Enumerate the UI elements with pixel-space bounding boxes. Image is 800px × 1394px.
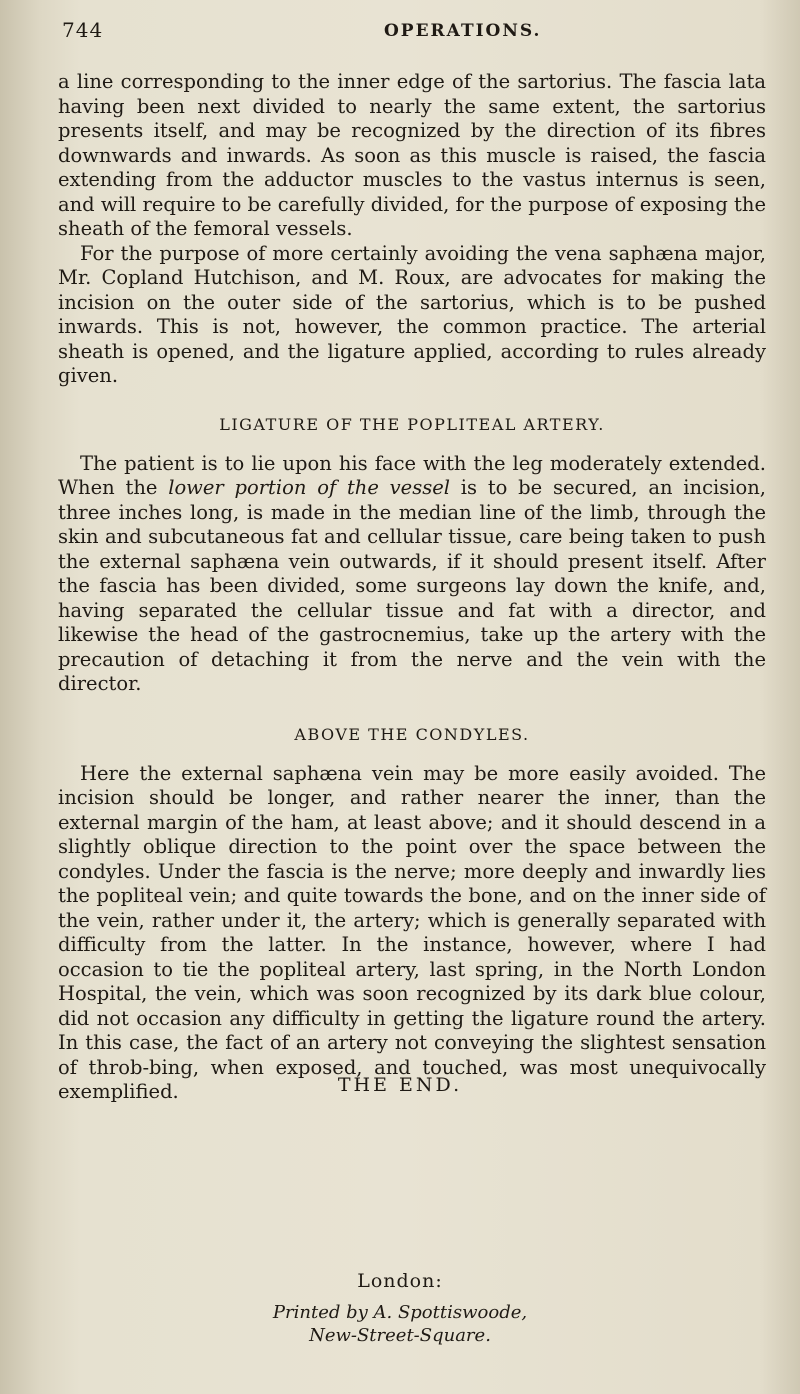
paragraph-text: Here the external saphæna vein may be more easily avoided. The incision should be longer, and rather nearer the inner, than the external margin of the ham, at least above; and it should descend in a slightly oblique direction to the point over the space between the condyles. Under the fascia is the nerve; more deeply and inwardly lies the popliteal vein; and quite towards the bone, and on the inner side of the vein, rather under it, the artery; which is generally separated with difficulty from the latter. In the instance, however, where I had occasion to tie the popliteal artery, last spring, in the North London Hospital, the vein, which was soon recognized by its dark blue colour, did not occasion any difficulty in getting the ligature round the artery. In this case, the fact of an artery not conveying the slightest sensation of throb-bing, when exposed, and touched, was most unequivocally exemplified. — [58, 761, 766, 1103]
paragraph-above-condyles — [58, 762, 766, 1105]
the-end-label: THE END. — [337, 1074, 463, 1096]
paragraph-text: is to be secured, an incision, three inches long, is made in the median line of the limb, through the skin and subcutaneous fat and cellular tissue, care being taken to push the external saphæna vein outwards, if it should present itself. After the fascia has been divided, some surgeons lay down the knife, and, having separated the cellular tissue and fat with a director, and likewise the head of the gastrocnemius, take up the artery with the precaution of detaching it from the nerve and the vein with the director. — [58, 476, 766, 695]
page-number: 744 — [62, 18, 104, 42]
page-header — [62, 18, 762, 48]
section-heading-popliteal: LIGATURE OF THE POPLITEAL ARTERY. — [219, 414, 605, 434]
paragraph-sartorius — [58, 70, 766, 242]
paragraph-patient-position — [58, 452, 766, 697]
paragraph-text: For the purpose of more certainly avoiding the vena saphæna major, Mr. Copland Hutchison, and M. Roux, are advocates for making the incision on the outer side of the sartorius, which is to be pushed inwards. This is not, however, the common practice. The arterial sheath is opened, and the ligature applied, according to rules already given. — [58, 241, 766, 387]
imprint-printer: Printed by A. Spottiswoode, — [272, 1302, 528, 1323]
imprint-address: New-Street-Square. — [309, 1325, 491, 1346]
paragraph-text: a line corresponding to the inner edge of the sartorius. The fascia lata having been next divided to nearly the same extent, the sartorius presents itself, and may be recognized by the direction of its fibres downwards and inwards. As soon as this muscle is raised, the fascia extending from the adductor muscles to the vastus internus is seen, and will require to be carefully divided, for the purpose of exposing the sheath of the femoral vessels. — [58, 70, 766, 240]
page-body — [58, 70, 766, 1105]
printer-imprint — [0, 1270, 800, 1346]
italic-emphasis: lower portion of the vessel — [168, 476, 451, 499]
section-heading-condyles: ABOVE THE CONDYLES. — [294, 724, 530, 744]
paragraph-text: The patient is to lie upon his face with the leg moderately extended. When the — [58, 451, 766, 499]
imprint-city: London: — [357, 1270, 443, 1292]
running-head: OPERATIONS. — [384, 21, 542, 41]
paragraph-saphena — [58, 242, 766, 389]
